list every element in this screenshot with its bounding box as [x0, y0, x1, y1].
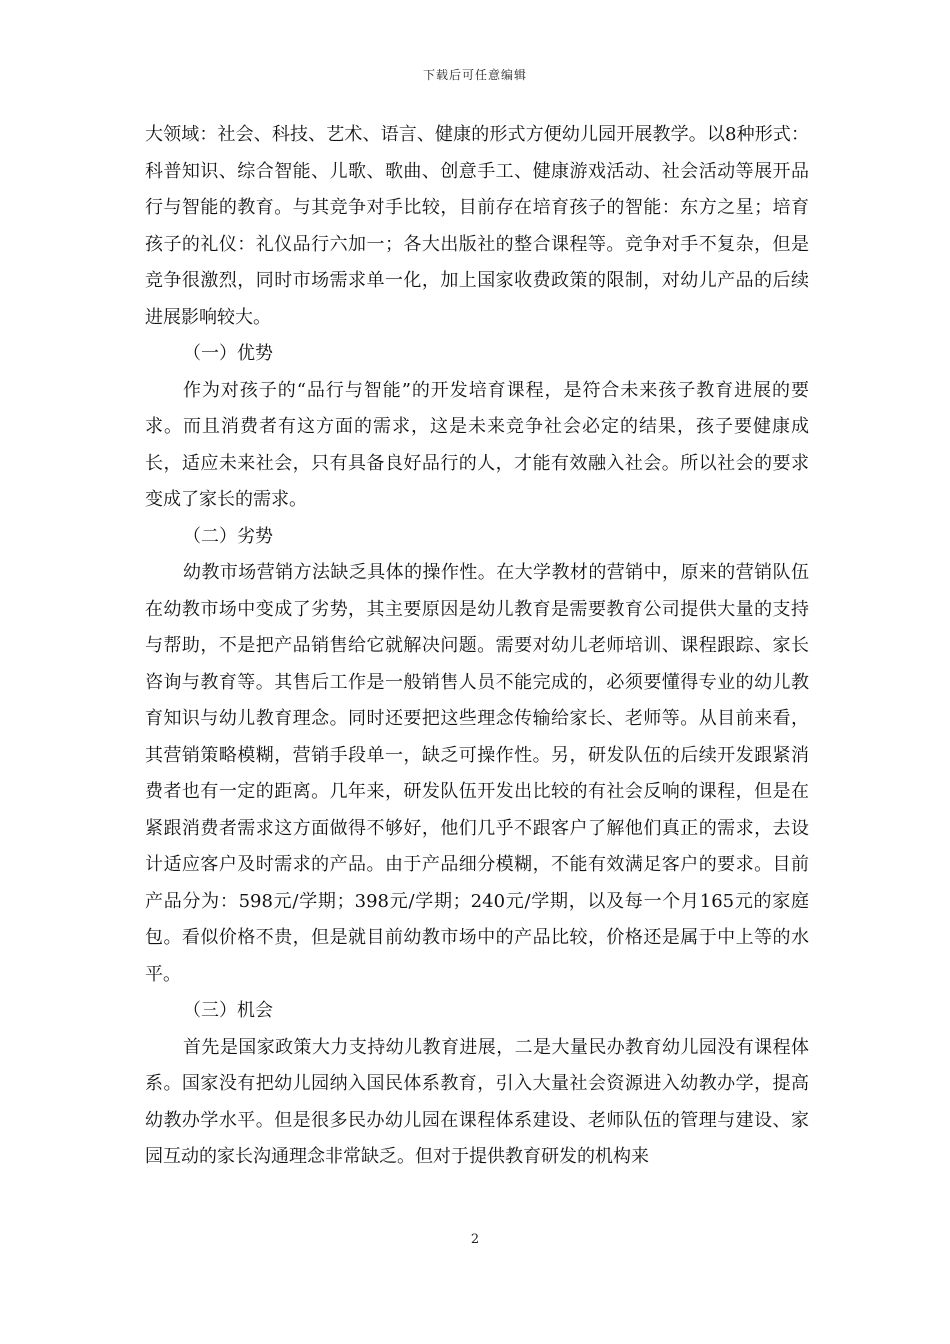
section-heading-strengths: （一）优势	[183, 343, 273, 364]
document-body	[145, 117, 809, 1176]
page-number: 2	[470, 1232, 480, 1247]
paragraph-continuation: 大领域：社会、科技、艺术、语言、健康的形式方便幼儿园开展教学。以8种形式：科普知识、综合智能、儿歌、歌曲、创意手工、健康游戏活动、社会活动等展开品行与智能的教育。与其竞争对手比较，目前存在培育孩子的智能：东方之星；培育孩子的礼仪：礼仪品行六加一；各大出版社的整合课程等。竞争对手不复杂，但是竞争很激烈，同时市场需求单一化，加上国家收费政策的限制，对幼儿产品的后续进展影响较大。	[145, 124, 809, 328]
paragraph-opportunities: 首先是国家政策大力支持幼儿教育进展，二是大量民办教育幼儿园没有课程体系。国家没有把幼儿园纳入国民体系教育，引入大量社会资源进入幼教办学，提高幼教办学水平。但是很多民办幼儿园在课程体系建设、老师队伍的管理与建设、家园互动的家长沟通理念非常缺乏。但对于提供教育研发的机构来	[145, 1036, 809, 1167]
section-heading-opportunities: （三）机会	[183, 1000, 273, 1021]
paragraph-strengths: 作为对孩子的“品行与智能”的开发培育课程，是符合未来孩子教育进展的要求。而且消费者有这方面的需求，这是未来竞争社会必定的结果，孩子要健康成长，适应未来社会，只有具备良好品行的人，才能有效融入社会。所以社会的要求变成了家长的需求。	[145, 379, 809, 510]
section-heading-weaknesses: （二）劣势	[183, 525, 273, 547]
paragraph-weaknesses: 幼教市场营销方法缺乏具体的操作性。在大学教材的营销中，原来的营销队伍在幼教市场中变成了劣势，其主要原因是幼儿教育是需要教育公司提供大量的支持与帮助，不是把产品销售给它就解决问题。需要对幼儿老师培训、课程跟踪、家长咨询与教育等。其售后工作是一般销售人员不能完成的，必须要懂得专业的幼儿教育知识与幼儿教育理念。同时还要把这些理念传输给家长、老师等。从目前来看，其营销策略模糊，营销手段单一，缺乏可操作性。另，研发队伍的后续开发跟紧消费者也有一定的距离。几年来，研发队伍开发出比较的有社会反响的课程，但是在紧跟消费者需求这方面做得不够好，他们几乎不跟客户了解他们真正的需求，去设计适应客户及时需求的产品。由于产品细分模糊，不能有效满足客户的要求。目前产品分为：598元/学期；398元/学期；240元/学期，以及每一个月165元的家庭包。看似价格不贵，但是就目前幼教市场中的产品比较，价格还是属于中上等的水平。	[145, 562, 809, 985]
page-header: 下载后可任意编辑	[422, 68, 527, 82]
